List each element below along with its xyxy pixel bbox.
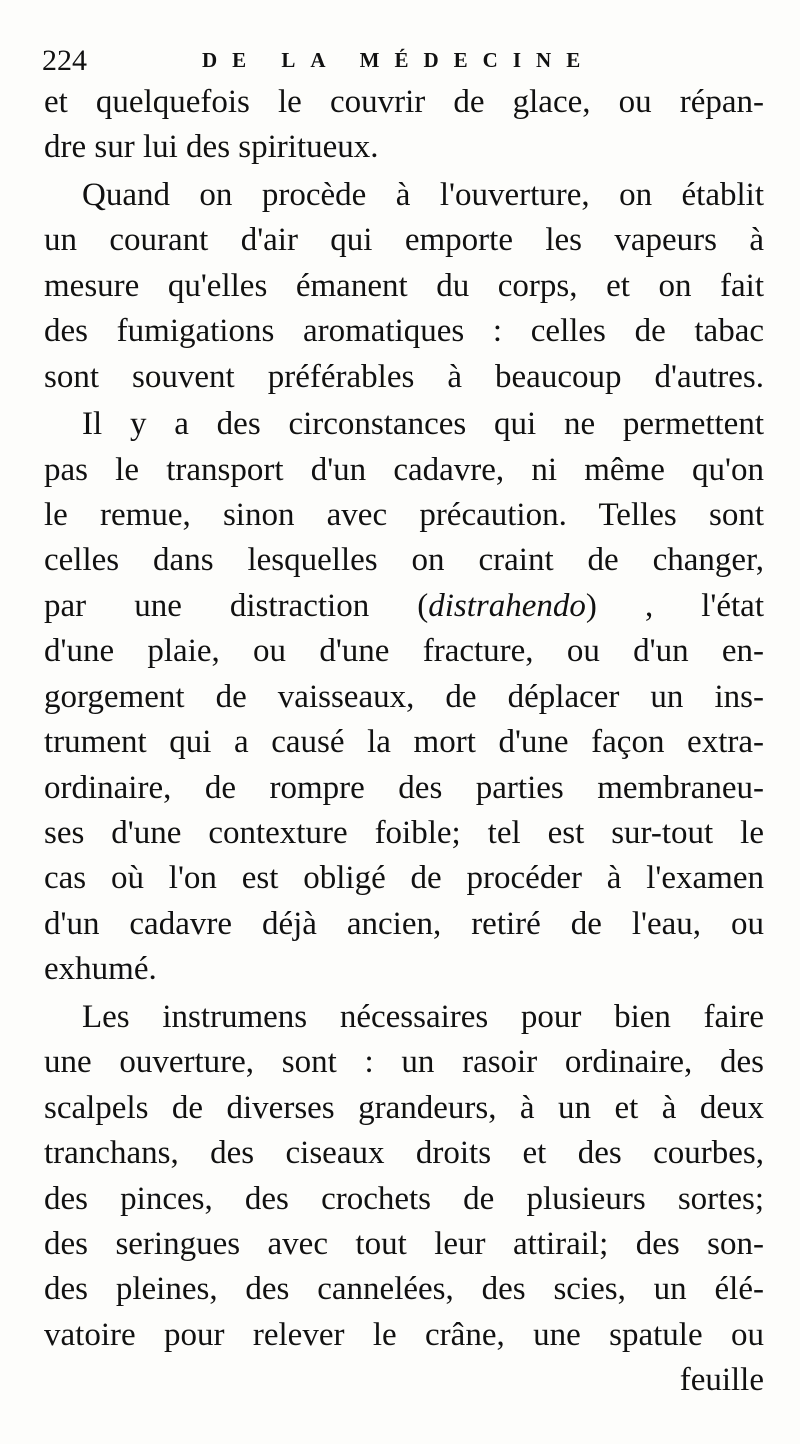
text-line: gorgement de vaisseaux, de déplacer un ins- [44,678,764,715]
catchword: feuille [679,1362,764,1399]
text-line: des pinces, des crochets de plusieurs sortes; [44,1180,764,1217]
text-line: et quelquefois le couvrir de glace, ou répan- [44,84,764,120]
text-line: un courant d'air qui emporte les vapeurs à [44,222,764,259]
text-line: Il y a des circonstances qui ne permettent [82,406,764,443]
text-line: Quand on procède à l'ouverture, on établit [82,176,764,213]
text-line: Les instrumens nécessaires pour bien faire [82,998,764,1035]
text-line [44,584,764,629]
text-line: d'une plaie, ou d'une fracture, ou d'un en- [44,633,764,670]
text-line: ses d'une contexture foible; tel est sur-tout le [44,815,764,851]
body-text [44,80,764,1404]
text-line: scalpels de diverses grandeurs, à un et à deux [44,1089,764,1126]
text-line: sont souvent préférables à beaucoup d'autres. [44,358,764,395]
text-line: mesure qu'elles émanent du corps, et on fait [44,267,764,304]
text-line: une ouverture, sont : un rasoir ordinaire, des [44,1044,764,1081]
text-line: dre sur lui des spiritueux. [44,129,379,166]
text-line: celles dans lesquelles on craint de changer, [44,542,764,579]
text-segment: par une distraction ( [44,587,429,624]
text-line: des pleines, des cannelées, des scies, un élé- [44,1271,764,1308]
latin-term: distrahendo [428,587,586,624]
running-head: DE LA MÉDECINE [202,48,596,72]
text-line: tranchans, des ciseaux droits et des courbes, [44,1135,764,1172]
text-line: d'un cadavre déjà ancien, retiré de l'eau, ou [44,905,764,942]
text-line: des fumigations aromatiques : celles de tabac [44,313,764,350]
page-number: 224 [42,44,87,77]
text-line: pas le transport d'un cadavre, ni même qu'on [44,451,764,488]
text-line: exhumé. [44,951,157,988]
text-line: des seringues avec tout leur attirail; des son- [44,1225,764,1262]
text-line: vatoire pour relever le crâne, une spatule ou [44,1316,764,1353]
text-segment: ) , l'état [585,587,764,624]
text-line: cas où l'on est obligé de procéder à l'examen [44,860,764,897]
text-line: trument qui a causé la mort d'une façon extra- [44,724,764,761]
text-line: ordinaire, de rompre des parties membraneu- [44,769,764,806]
page-header [42,44,762,78]
text-line: le remue, sinon avec précaution. Telles sont [44,496,764,533]
